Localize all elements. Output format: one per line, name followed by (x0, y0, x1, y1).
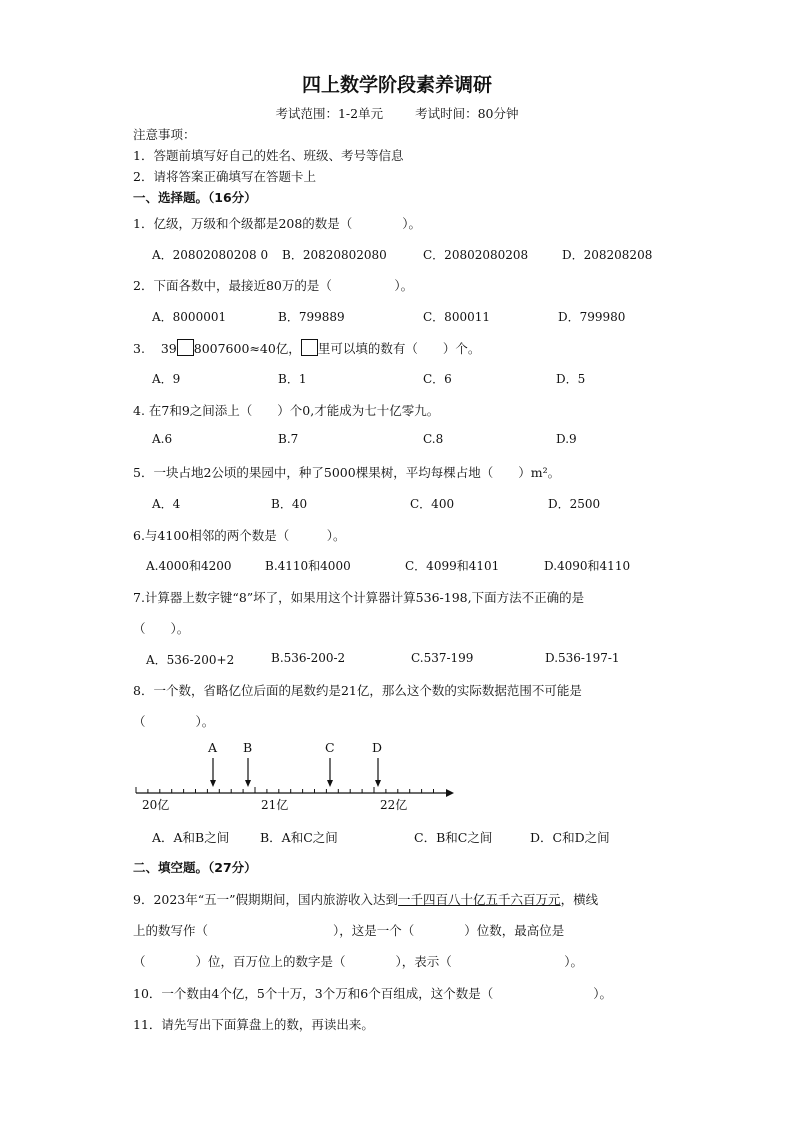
section-heading-choice: 一、选择题。（16分） (133, 190, 257, 205)
question-5: 5．一块占地2公顷的果园中，种了5000棵果树，平均每棵占地（ ）m²。 (133, 465, 561, 480)
tick-label: 20亿 (142, 798, 170, 812)
subtitle (0, 104, 794, 122)
q7-option-b: B.536-200-2 (271, 651, 346, 665)
question-8-blank: （ ）。 (133, 714, 215, 729)
q3-option-d: D．5 (556, 372, 586, 386)
pointer-arrow-head (245, 780, 251, 787)
note-item: 1．答题前填写好自己的姓名、班级、考号等信息 (133, 148, 404, 163)
question-1: 1．亿级，万级和个级都是208的数是（ ）。 (133, 216, 422, 231)
q6-option-b: B.4110和4000 (265, 559, 351, 573)
point-label-a: A (208, 740, 218, 755)
question-3: 3. 39 8007600≈40亿， 里可以填的数有（ ）个。 (133, 341, 481, 356)
q7-option-d: D.536-197-1 (545, 651, 620, 665)
pointer-arrow-head (210, 780, 216, 787)
question-8: 8．一个数，省略亿位后面的尾数约是21亿，那么这个数的实际数据范围不可能是 (133, 683, 582, 698)
q3-option-a: A．9 (152, 372, 181, 386)
q1-option-a: A．20802080208 0 (152, 248, 269, 262)
q4-option-a: A.6 (152, 432, 173, 446)
underlined-number-text: 一千四百八十亿五千六百万元 (398, 892, 561, 907)
question-9-line-2: 上的数写作（ ），这是一个（ ）位数，最高位是 (133, 923, 565, 938)
page-title: 四上数学阶段素养调研 (301, 74, 492, 96)
q2-option-c: C．800011 (423, 310, 490, 324)
q8-option-c: C．B和C之间 (414, 830, 493, 845)
q5-option-b: B．40 (271, 497, 308, 511)
q5-option-a: A．4 (152, 497, 181, 511)
q3-option-b: B．1 (278, 372, 307, 386)
question-9: 9．2023年“五一”假期期间，国内旅游收入达到一千四百八十亿五千六百万元，横线 (133, 892, 599, 907)
number-line-figure (128, 738, 458, 818)
q3-option-c: C．6 (423, 372, 452, 386)
q8-option-a: A．A和B之间 (152, 830, 230, 845)
note-item: 2．请将答案正确填写在答题卡上 (133, 169, 316, 184)
question-10: 10．一个数由4个亿，5个十万，3个万和6个百组成，这个数是（ ）。 (133, 986, 612, 1001)
question-6: 6.与4100相邻的两个数是（ ）。 (133, 528, 346, 543)
question-9-line-3: （ ）位，百万位上的数字是（ ），表示（ ）。 (133, 954, 584, 969)
notes-heading: 注意事项： (133, 127, 196, 142)
pointer-arrow-head (375, 780, 381, 787)
point-label-d: D (372, 740, 383, 755)
q4-option-d: D.9 (556, 432, 577, 446)
q4-option-b: B.7 (278, 432, 299, 446)
q6-option-a: A.4000和4200 (146, 559, 232, 573)
q7-option-a: A．536-200+2 (146, 653, 235, 667)
q2-option-d: D．799980 (558, 310, 626, 324)
question-4: 4. 在7和9之间添上（ ）个0,才能成为七十亿零九。 (133, 403, 440, 418)
q1-option-d: D．208208208 (562, 248, 653, 262)
q8-option-d: D．C和D之间 (530, 830, 610, 845)
question-11: 11．请先写出下面算盘上的数，再读出来。 (133, 1017, 374, 1032)
question-2: 2．下面各数中，最接近80万的是（ ）。 (133, 278, 414, 293)
q6-option-d: D.4090和4110 (544, 559, 631, 573)
number-line-arrow (446, 789, 454, 797)
q1-option-c: C．20802080208 (423, 248, 529, 262)
exam-scope: 考试范围：1-2单元 (275, 106, 384, 121)
question-7: 7.计算器上数字键“8”坏了，如果用这个计算器计算536-198,下面方法不正确的是 (133, 590, 585, 605)
point-label-c: C (325, 740, 335, 755)
tick-label: 21亿 (261, 798, 289, 812)
point-label-b: B (243, 740, 253, 755)
q2-option-b: B．799889 (278, 310, 345, 324)
pointer-arrow-head (327, 780, 333, 787)
q7-option-c: C.537-199 (411, 651, 474, 665)
exam-time: 考试时间：80分钟 (415, 106, 519, 121)
blank-box (177, 339, 194, 356)
q6-option-c: C．4099和4101 (405, 559, 500, 573)
q5-option-d: D．2500 (548, 497, 601, 511)
q2-option-a: A．8000001 (152, 310, 227, 324)
q5-option-c: C．400 (410, 497, 455, 511)
number-line-ticks (136, 787, 434, 793)
q4-option-c: C.8 (423, 432, 444, 446)
question-7-blank: （ ）。 (133, 621, 190, 636)
blank-box (301, 339, 318, 356)
q1-option-b: B．20820802080 (282, 248, 387, 262)
section-heading-fill: 二、填空题。（27分） (133, 860, 257, 875)
tick-label: 22亿 (380, 798, 408, 812)
number-line-pointers (210, 758, 381, 787)
q8-option-b: B．A和C之间 (260, 830, 338, 845)
